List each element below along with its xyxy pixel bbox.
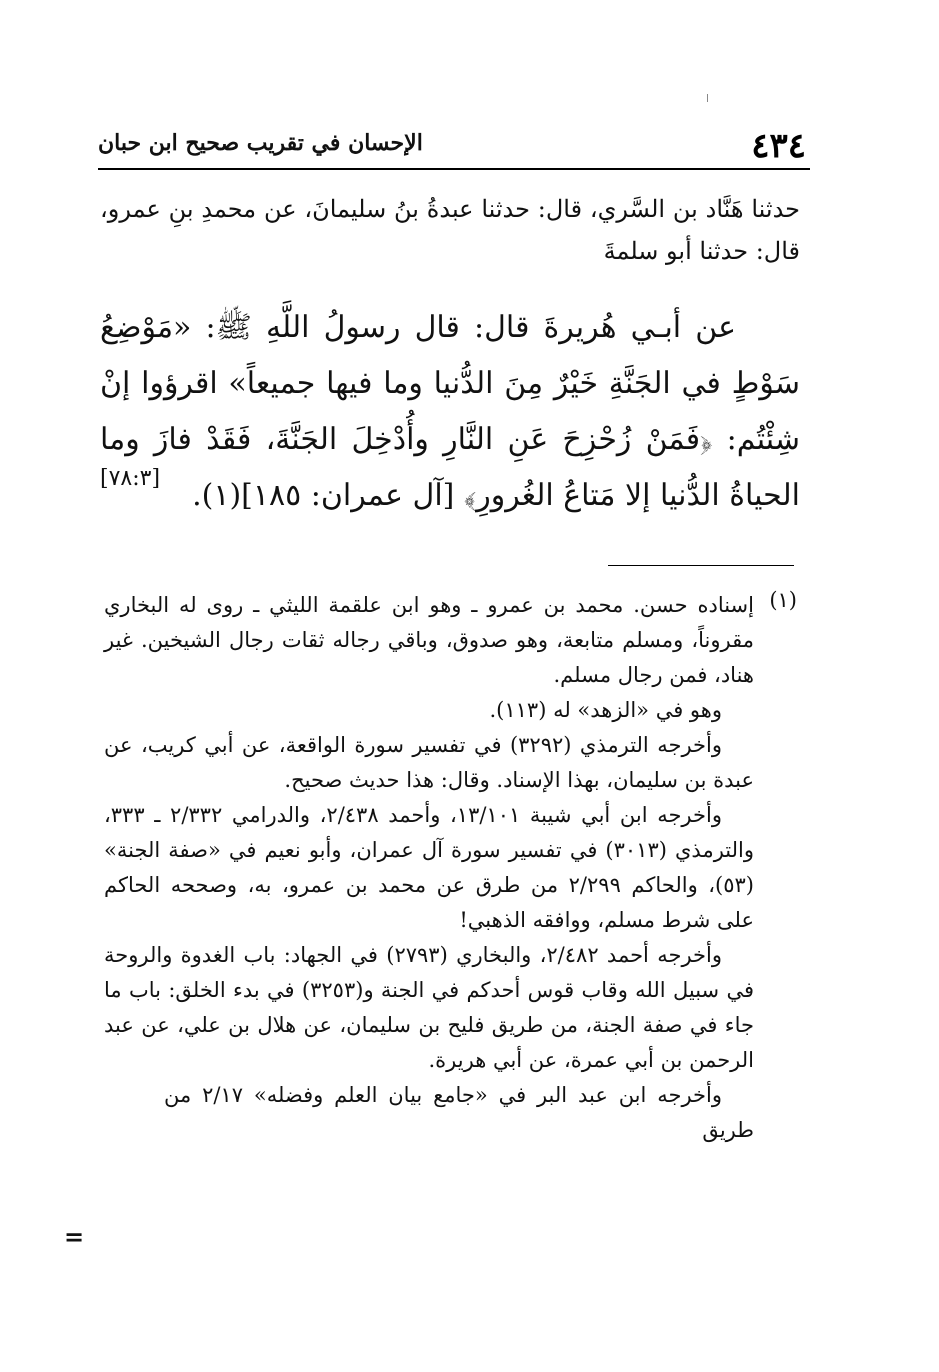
page-number: ٤٣٤ bbox=[751, 126, 806, 166]
scan-artifact bbox=[707, 94, 708, 102]
header-rule bbox=[98, 168, 810, 170]
footnote-body bbox=[104, 588, 754, 1148]
footnote-paragraph: وأخرجه أحمد ٢/٤٨٢، والبخاري (٢٧٩٣) في الجهاد: باب الغدوة والروحة في سبيل الله وقاب قوس أحدكم في الجنة و(٣٢٥٣) في بدء الخلق: باب ما جاء في صفة الجنة، من طريق فليح بن سليمان، عن هلال بن علي، عن عبد الرحمن بن أبي عمرة، عن أبي هريرة. bbox=[104, 943, 754, 1072]
footnote-paragraph: وهو في «الزهد» له (١١٣). bbox=[489, 698, 722, 722]
footnote-paragraph: وأخرجه ابن أبي شيبة ١٣/١٠١، وأحمد ٢/٤٣٨، والدرامي ٢/٣٣٢ ـ ٣٣٣، والترمذي (٣٠١٣) في تفسير سورة آل عمران، وأبو نعيم في «صفة الجنة» (٥٣)، والحاكم ٢/٢٩٩ من طرق عن محمد بن عمرو، به، وصححه الحاكم على شرط مسلم، ووافقه الذهبي! bbox=[104, 803, 754, 932]
hadith-text: عن أبـي هُريرةَ قال: قال رسولُ اللَّهِ ﷺ: «مَوْضِعُ سَوْطٍ في الجَنَّةِ خَيْرٌ مِنَ الدُّنيا وما فيها جميعاً» اقرؤوا إنْ شِئْتُم: ﴿فَمَنْ زُحْزِحَ عَنِ النَّارِ وأُدْخِلَ الجَنَّةَ، فَقَدْ فازَ وما الحياةُ الدُّنيا إلا مَتاعُ الغُرورِ﴾ [آل عمران: ١٨٥](١). bbox=[100, 310, 800, 513]
footnote-paragraph: إسناده حسن. محمد بن عمرو ـ وهو ابن علقمة الليثي ـ روى له البخاري مقروناً، ومسلم متابعة، وهو صدوق، وباقي رجاله ثقات رجال الشيخين. غير هناد، فمن رجال مسلم. bbox=[104, 593, 754, 687]
hadith-reference: [٧٨:٣] bbox=[100, 466, 161, 491]
footnote-paragraph: وأخرجه الترمذي (٣٢٩٢) في تفسير سورة الواقعة، عن أبي كريب، عن عبدة بن سليمان، بهذا الإسناد. وقال: هذا حديث صحيح. bbox=[104, 733, 754, 792]
footnote-marker: (١) bbox=[769, 588, 797, 612]
footnote-separator bbox=[608, 565, 794, 566]
running-title: الإحسان في تقريب صحيح ابن حبان bbox=[98, 130, 423, 156]
isnad-text: حدثنا هَنَّاد بن السَّري، قال: حدثنا عبدةُ بنُ سليمانَ، عن محمدِ بنِ عمرو، قال: حدثنا أبو سلمةَ bbox=[100, 195, 800, 265]
page-header bbox=[98, 122, 810, 164]
hadith-block bbox=[100, 300, 800, 524]
footnote-paragraph: وأخرجه ابن عبد البر في «جامع بيان العلم وفضله» ٢/١٧ من طريق bbox=[164, 1083, 754, 1142]
continuation-mark: = bbox=[64, 1222, 85, 1251]
